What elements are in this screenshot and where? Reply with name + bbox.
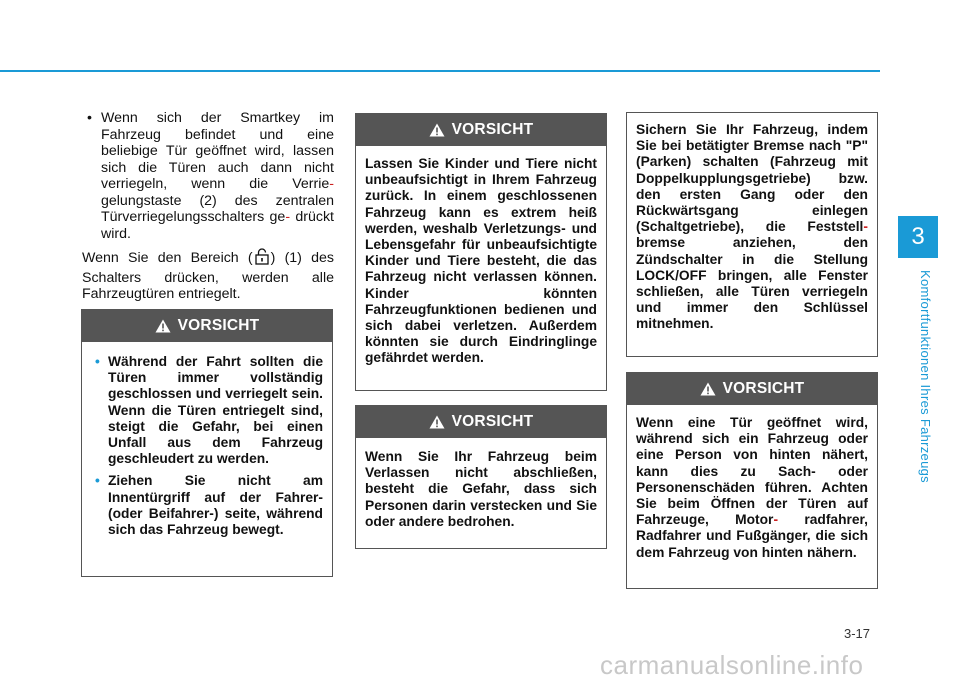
- chapter-number: 3: [911, 223, 925, 250]
- bullet-dot: •: [87, 110, 92, 126]
- warning-icon: [429, 415, 445, 429]
- caution-item: • Ziehen Sie nicht am Innentürgriff auf der Fahrer- (oder Beifahrer-) seite, während sich das Fahrzeug bewegt.: [95, 473, 323, 538]
- intro-bullet: • Wenn sich der Smartkey im Fahrzeug befindet und eine beliebige Tür geöffnet wird, lassen sich die Türen auch dann nicht verriegeln, wenn die Verrie- gelungstaste (2) des zentralen Türverriegelungsschalters ge- drückt wird.: [87, 110, 334, 242]
- header-rule: [0, 70, 880, 72]
- caution-text: Wenn Sie Ihr Fahrzeug beim Verlassen nicht abschließen, besteht die Gefahr, dass sich Personen darin verstecken und Sie oder andere bedrohen.: [365, 449, 597, 529]
- note-text: Sichern Sie Ihr Fahrzeug, indem Sie bei betätigter Bremse nach "P" (Parken) schalten (Fahrzeug mit Doppelkupplungsgetriebe) bzw. den ersten Gang oder den Rückwärtsgang einlegen (Schaltgetriebe), die Feststell- bremse anziehen, den Zündschalter in die Stellung LOCK/OFF bringen, alle Fenster schließen, alle Türen verriegeln und immer den Schlüssel mitnehmen.: [636, 122, 868, 332]
- page-number: 3-17: [844, 626, 871, 641]
- caution-box-lock-vehicle: [355, 405, 607, 549]
- chapter-title: Komfortfunktionen Ihres Fahrzeugs: [918, 270, 933, 483]
- intro-paragraph: Wenn Sie den Bereich ( ) (1) des Schalters drücken, werden alle Fahrzeugtüren entriegelt.: [82, 250, 334, 302]
- bullet-dot: •: [95, 354, 100, 369]
- bullet-dot: •: [95, 473, 100, 489]
- caution-text: Wenn eine Tür geöffnet wird, während sich ein Fahrzeug oder eine Person von hinten nähert, kann dies zu Sach- oder Personenschäden führen. Achten Sie beim Öffnen der Türen auf Fahrzeuge, Motor- radfahrer, Radfahrer und Fußgänger, die sich dem Fahrzeug von hinten nähern.: [636, 415, 868, 560]
- caution-text: Lassen Sie Kinder und Tiere nicht unbeaufsichtigt in Ihrem Fahrzeug zurück. In einem geschlossenen Fahrzeug kann es extrem heiß werden, weshalb Verletzungs- und Lebensgefahr für unbeaufsichtigte Kinder und Tiere besteht, die das Fahrzeug nicht verlassen können. Kinder könnten Fahrzeugfunktionen bedienen und sich dabei verletzen. Außerdem könnten sie durch Eindringlinge gefährdet werden.: [365, 156, 597, 366]
- warning-icon: [155, 319, 171, 333]
- caution-box-opening-door: [626, 372, 878, 589]
- secure-vehicle-note: [626, 112, 878, 357]
- caution-header: VORSICHT: [356, 406, 606, 438]
- caution-item: • Während der Fahrt sollten die Türen immer vollständig geschlossen und verriegelt sein. Wenn die Türen entriegelt sind, steigt die Gefahr, bei einen Unfall aus dem Fahrzeug geschleudert zu werden.: [95, 354, 323, 467]
- intro-text: [82, 110, 334, 303]
- caution-box-children: [355, 113, 607, 391]
- caution-box-door-closed: [81, 309, 333, 577]
- caution-header: VORSICHT: [356, 114, 606, 146]
- unlock-icon: [255, 248, 269, 270]
- caution-header: VORSICHT: [627, 373, 877, 405]
- caution-header: VORSICHT: [82, 310, 332, 342]
- watermark: carmanualsonline.info: [600, 650, 864, 680]
- warning-icon: [700, 382, 716, 396]
- warning-icon: [429, 123, 445, 137]
- chapter-tab[interactable]: [898, 216, 938, 258]
